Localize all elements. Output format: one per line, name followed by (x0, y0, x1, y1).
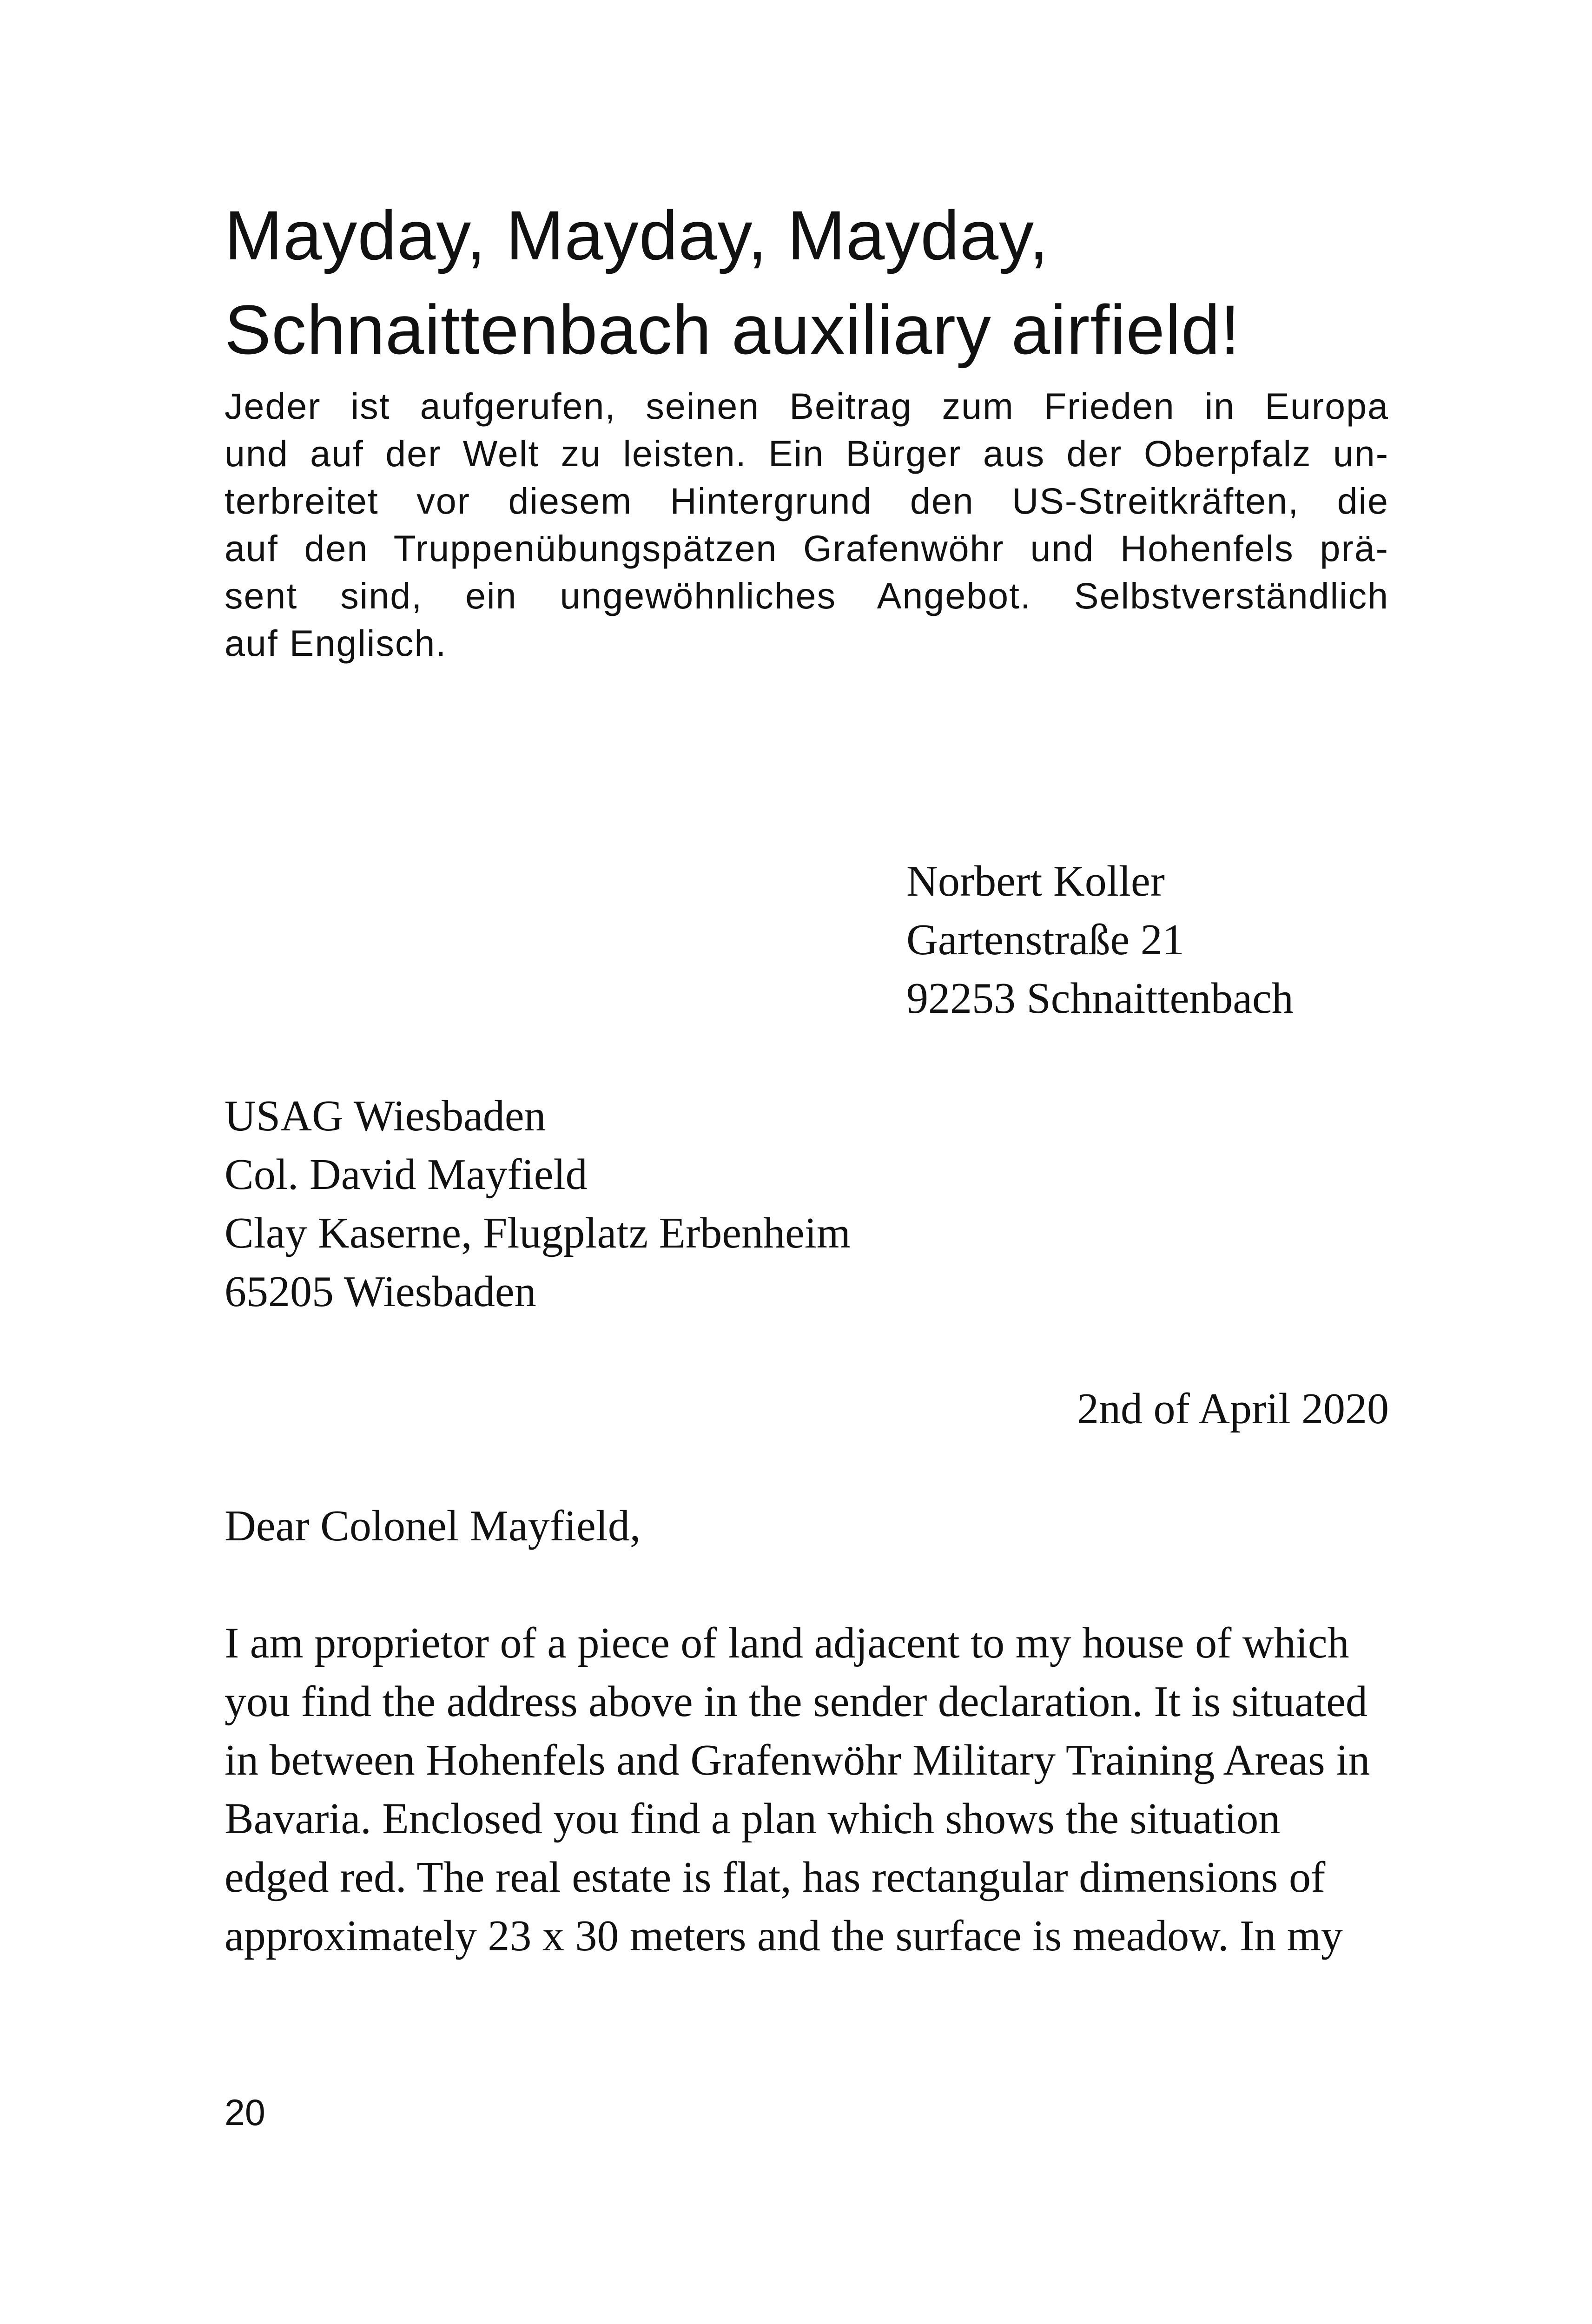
body-line: I am proprietor of a piece of land adjacent to my house of which (225, 1619, 1349, 1667)
sender-name: Norbert Koller (906, 857, 1165, 905)
sender-address (906, 852, 1294, 1028)
body-line: you find the address above in the sender declaration. It is situated (225, 1677, 1367, 1726)
intro-line: sent sind, ein ungewöhnliches Angebot. Selbstverständlich (225, 575, 1389, 616)
recipient-city: 65205 Wiesbaden (225, 1268, 536, 1316)
recipient-name: Col. David Mayfield (225, 1150, 588, 1199)
body-line: edged red. The real estate is flat, has rectangular dimensions of (225, 1853, 1326, 1901)
intro-line: und auf der Welt zu leisten. Ein Bürger aus der Oberpfalz un- (225, 433, 1389, 474)
title-line: Schnaittenbach auxiliary airfield! (225, 290, 1241, 369)
letter-salutation: Dear Colonel Mayfield, (225, 1502, 641, 1550)
letter-date: 2nd of April 2020 (1077, 1385, 1389, 1433)
recipient-address (225, 1087, 851, 1321)
body-line: Bavaria. Enclosed you find a plan which shows the situation (225, 1795, 1281, 1843)
sender-street: Gartenstraße 21 (906, 916, 1184, 964)
recipient-organization: USAG Wiesbaden (225, 1092, 546, 1140)
intro-line: auf Englisch. (225, 622, 447, 664)
body-line: approximately 23 x 30 meters and the surface is meadow. In my (225, 1912, 1343, 1960)
sender-city: 92253 Schnaittenbach (906, 974, 1294, 1023)
recipient-street: Clay Kaserne, Flugplatz Erbenheim (225, 1209, 851, 1257)
intro-line: Jeder ist aufgerufen, seinen Beitrag zum Frieden in Europa (225, 385, 1389, 427)
letter-body (225, 1614, 1389, 1965)
body-line: in between Hohenfels and Grafenwöhr Military Training Areas in (225, 1736, 1370, 1784)
intro-paragraph (225, 383, 1389, 667)
title-line: Mayday, Mayday, Mayday, (225, 196, 1049, 274)
page-title (225, 188, 1456, 377)
intro-line: auf den Truppenübungspätzen Grafenwöhr und Hohenfels prä- (225, 528, 1389, 569)
page-number: 20 (225, 2092, 265, 2133)
intro-line: terbreitet vor diesem Hintergrund den US-Streitkräften, die (225, 480, 1389, 522)
